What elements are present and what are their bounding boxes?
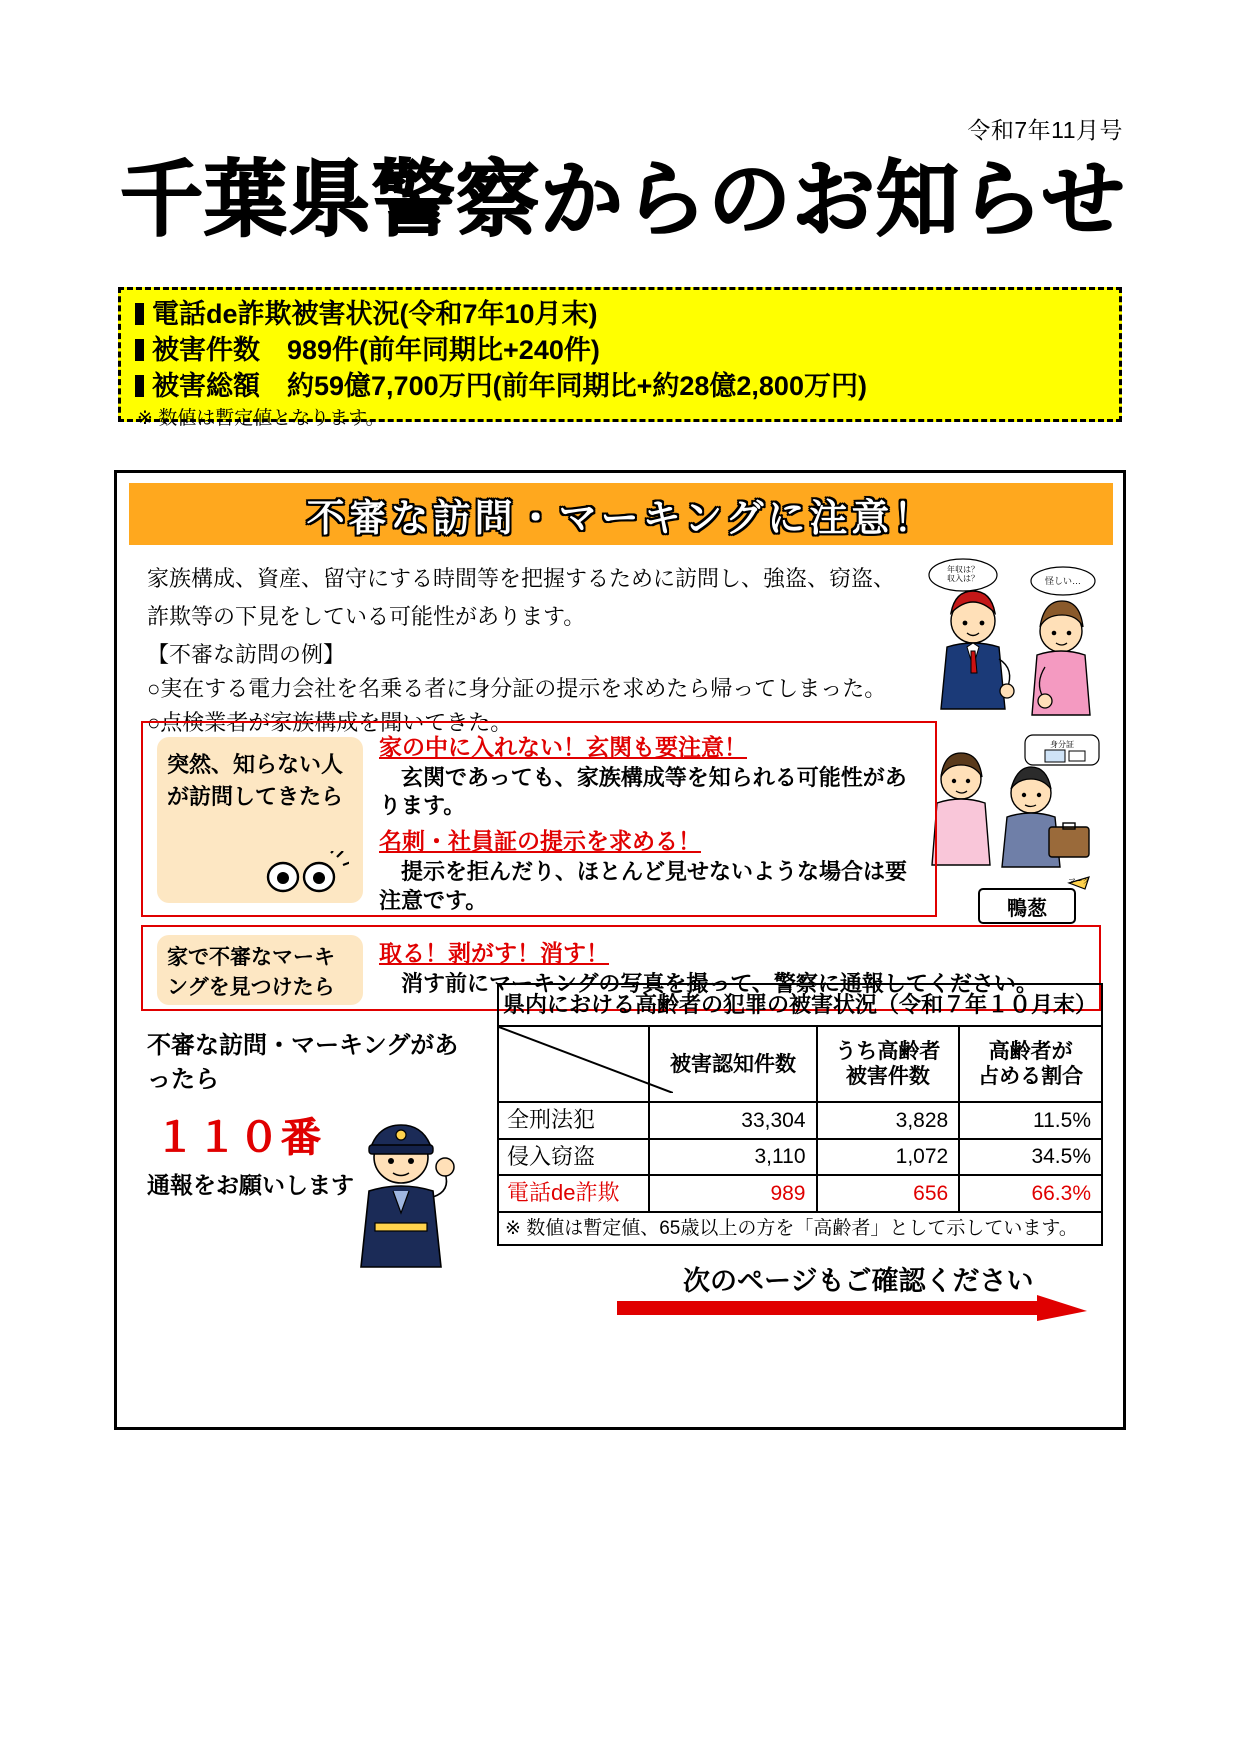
table-note: ※ 数値は暫定値、65歳以上の方を「高齢者」として示しています。 bbox=[497, 1213, 1103, 1247]
illustration-suspicious-visitor bbox=[921, 555, 1109, 723]
row-ratio: 66.3% bbox=[959, 1175, 1102, 1211]
advice-head-2: 名刺・社員証の提示を求める！ bbox=[379, 828, 701, 855]
advice-marking-body: 消す前にマーキングの写真を撮って、警察に通報してください。 bbox=[379, 970, 1038, 996]
advice-situation-visit: 突然、知らない人が訪問してきたら bbox=[157, 737, 363, 903]
table-row bbox=[498, 1139, 1102, 1175]
table-title: 県内における高齢者の犯罪の被害状況（令和７年１０月末） bbox=[498, 984, 1102, 1026]
callout-number: １１０番 bbox=[155, 1116, 323, 1161]
callout-line-2: 通報をお願いします bbox=[147, 1172, 354, 1199]
damage-line-3: 被害総額 約59億7,700万円(前年同期比+約28億2,800万円) bbox=[135, 369, 1119, 405]
arrow-right-icon bbox=[617, 1295, 1087, 1321]
damage-line-1: 電話de詐欺被害状況(令和7年10月末) bbox=[135, 297, 1119, 333]
bullet-tick-icon bbox=[135, 375, 144, 397]
svg-text:鴨葱: 鴨葱 bbox=[1007, 898, 1047, 920]
next-page-callout bbox=[603, 1259, 1103, 1319]
bullet-tick-icon bbox=[135, 339, 144, 361]
issue-date: 令和7年11月号 bbox=[967, 117, 1123, 143]
damage-summary-box bbox=[118, 287, 1122, 429]
advice-block-visit bbox=[141, 721, 937, 917]
table-row bbox=[498, 1102, 1102, 1138]
police-officer-icon bbox=[331, 1103, 471, 1269]
illustration-id-check bbox=[921, 731, 1109, 881]
svg-text:身分証: 身分証 bbox=[1050, 740, 1074, 749]
svg-text:怪しい…: 怪しい… bbox=[1044, 576, 1082, 586]
table-title-row bbox=[498, 984, 1102, 1026]
table-row bbox=[498, 1175, 1102, 1211]
row-elderly: 3,828 bbox=[817, 1102, 960, 1138]
table-header-row bbox=[498, 1026, 1102, 1102]
intro-lead-2: 詐欺等の下見をしている可能性があります。 bbox=[147, 603, 586, 629]
intro-example-2: ○点検業者が家族構成を聞いてきた。 bbox=[147, 709, 513, 735]
intro-example-1: ○実在する電力会社を名乗る者に身分証の提示を求めたら帰ってしまった。 bbox=[147, 675, 887, 701]
damage-line-2: 被害件数 989件(前年同期比+240件) bbox=[135, 333, 1119, 369]
bullet-tick-icon bbox=[135, 303, 144, 325]
row-label: 全刑法犯 bbox=[498, 1102, 649, 1138]
row-ratio: 34.5% bbox=[959, 1139, 1102, 1175]
advice-body-2: 提示を拒んだり、ほとんど見せないような場合は要注意です。 bbox=[379, 858, 908, 913]
svg-text:年収は？: 年収は？ bbox=[947, 565, 979, 574]
page-title: 千葉県警察からのお知らせ bbox=[120, 153, 1126, 246]
next-page-label: 次のページもご確認ください bbox=[683, 1266, 1034, 1296]
eyes-icon bbox=[257, 851, 349, 895]
diagonal-line-icon bbox=[499, 1027, 673, 1093]
row-ratio: 11.5% bbox=[959, 1102, 1102, 1138]
svg-text:収入は？: 収入は？ bbox=[947, 574, 979, 583]
row-elderly: 656 bbox=[817, 1175, 960, 1211]
row-label: 侵入窃盗 bbox=[498, 1139, 649, 1175]
intro-lead-1: 家族構成、資産、留守にする時間等を把握するために訪問し、強盗、窃盗、 bbox=[147, 566, 896, 591]
row-recognized: 989 bbox=[649, 1175, 816, 1211]
intro-text bbox=[147, 563, 907, 740]
table-col-elderly: うち高齢者 被害件数 bbox=[817, 1026, 960, 1102]
advice-situation-marking: 家で不審なマーキングを見つけたら bbox=[157, 935, 363, 1005]
section-banner-label: 不審な訪問・マーキングに注意！ bbox=[306, 497, 936, 540]
row-elderly: 1,072 bbox=[817, 1139, 960, 1175]
intro-example-head: 【不審な訪問の例】 bbox=[147, 641, 346, 667]
statistics-table-wrap bbox=[497, 983, 1103, 1246]
damage-note: ※ 数値は暫定値となります。 bbox=[137, 407, 385, 429]
row-label: 電話de詐欺 bbox=[498, 1175, 649, 1211]
table-col-ratio: 高齢者が 占める割合 bbox=[959, 1026, 1102, 1102]
table-corner-cell bbox=[498, 1026, 649, 1102]
emergency-callout bbox=[147, 1029, 477, 1279]
svg-text:マーク: マーク bbox=[1068, 878, 1090, 885]
table-col-recognized: 被害認知件数 bbox=[649, 1026, 816, 1102]
row-recognized: 3,110 bbox=[649, 1139, 816, 1175]
advice-head-1: 家の中に入れない！玄関も要注意！ bbox=[379, 734, 747, 760]
section-banner bbox=[129, 483, 1113, 545]
main-panel bbox=[114, 470, 1126, 1430]
callout-line-1: 不審な訪問・マーキングがあったら bbox=[147, 1032, 459, 1093]
statistics-table bbox=[497, 983, 1103, 1213]
illustration-marking-sign bbox=[973, 873, 1093, 929]
advice-body-1: 玄関であっても、家族構成等を知られる可能性があります。 bbox=[379, 764, 907, 819]
advice-marking-head: 取る！剥がす！消す！ bbox=[379, 940, 609, 966]
advice-text-visit bbox=[379, 733, 925, 921]
row-recognized: 33,304 bbox=[649, 1102, 816, 1138]
